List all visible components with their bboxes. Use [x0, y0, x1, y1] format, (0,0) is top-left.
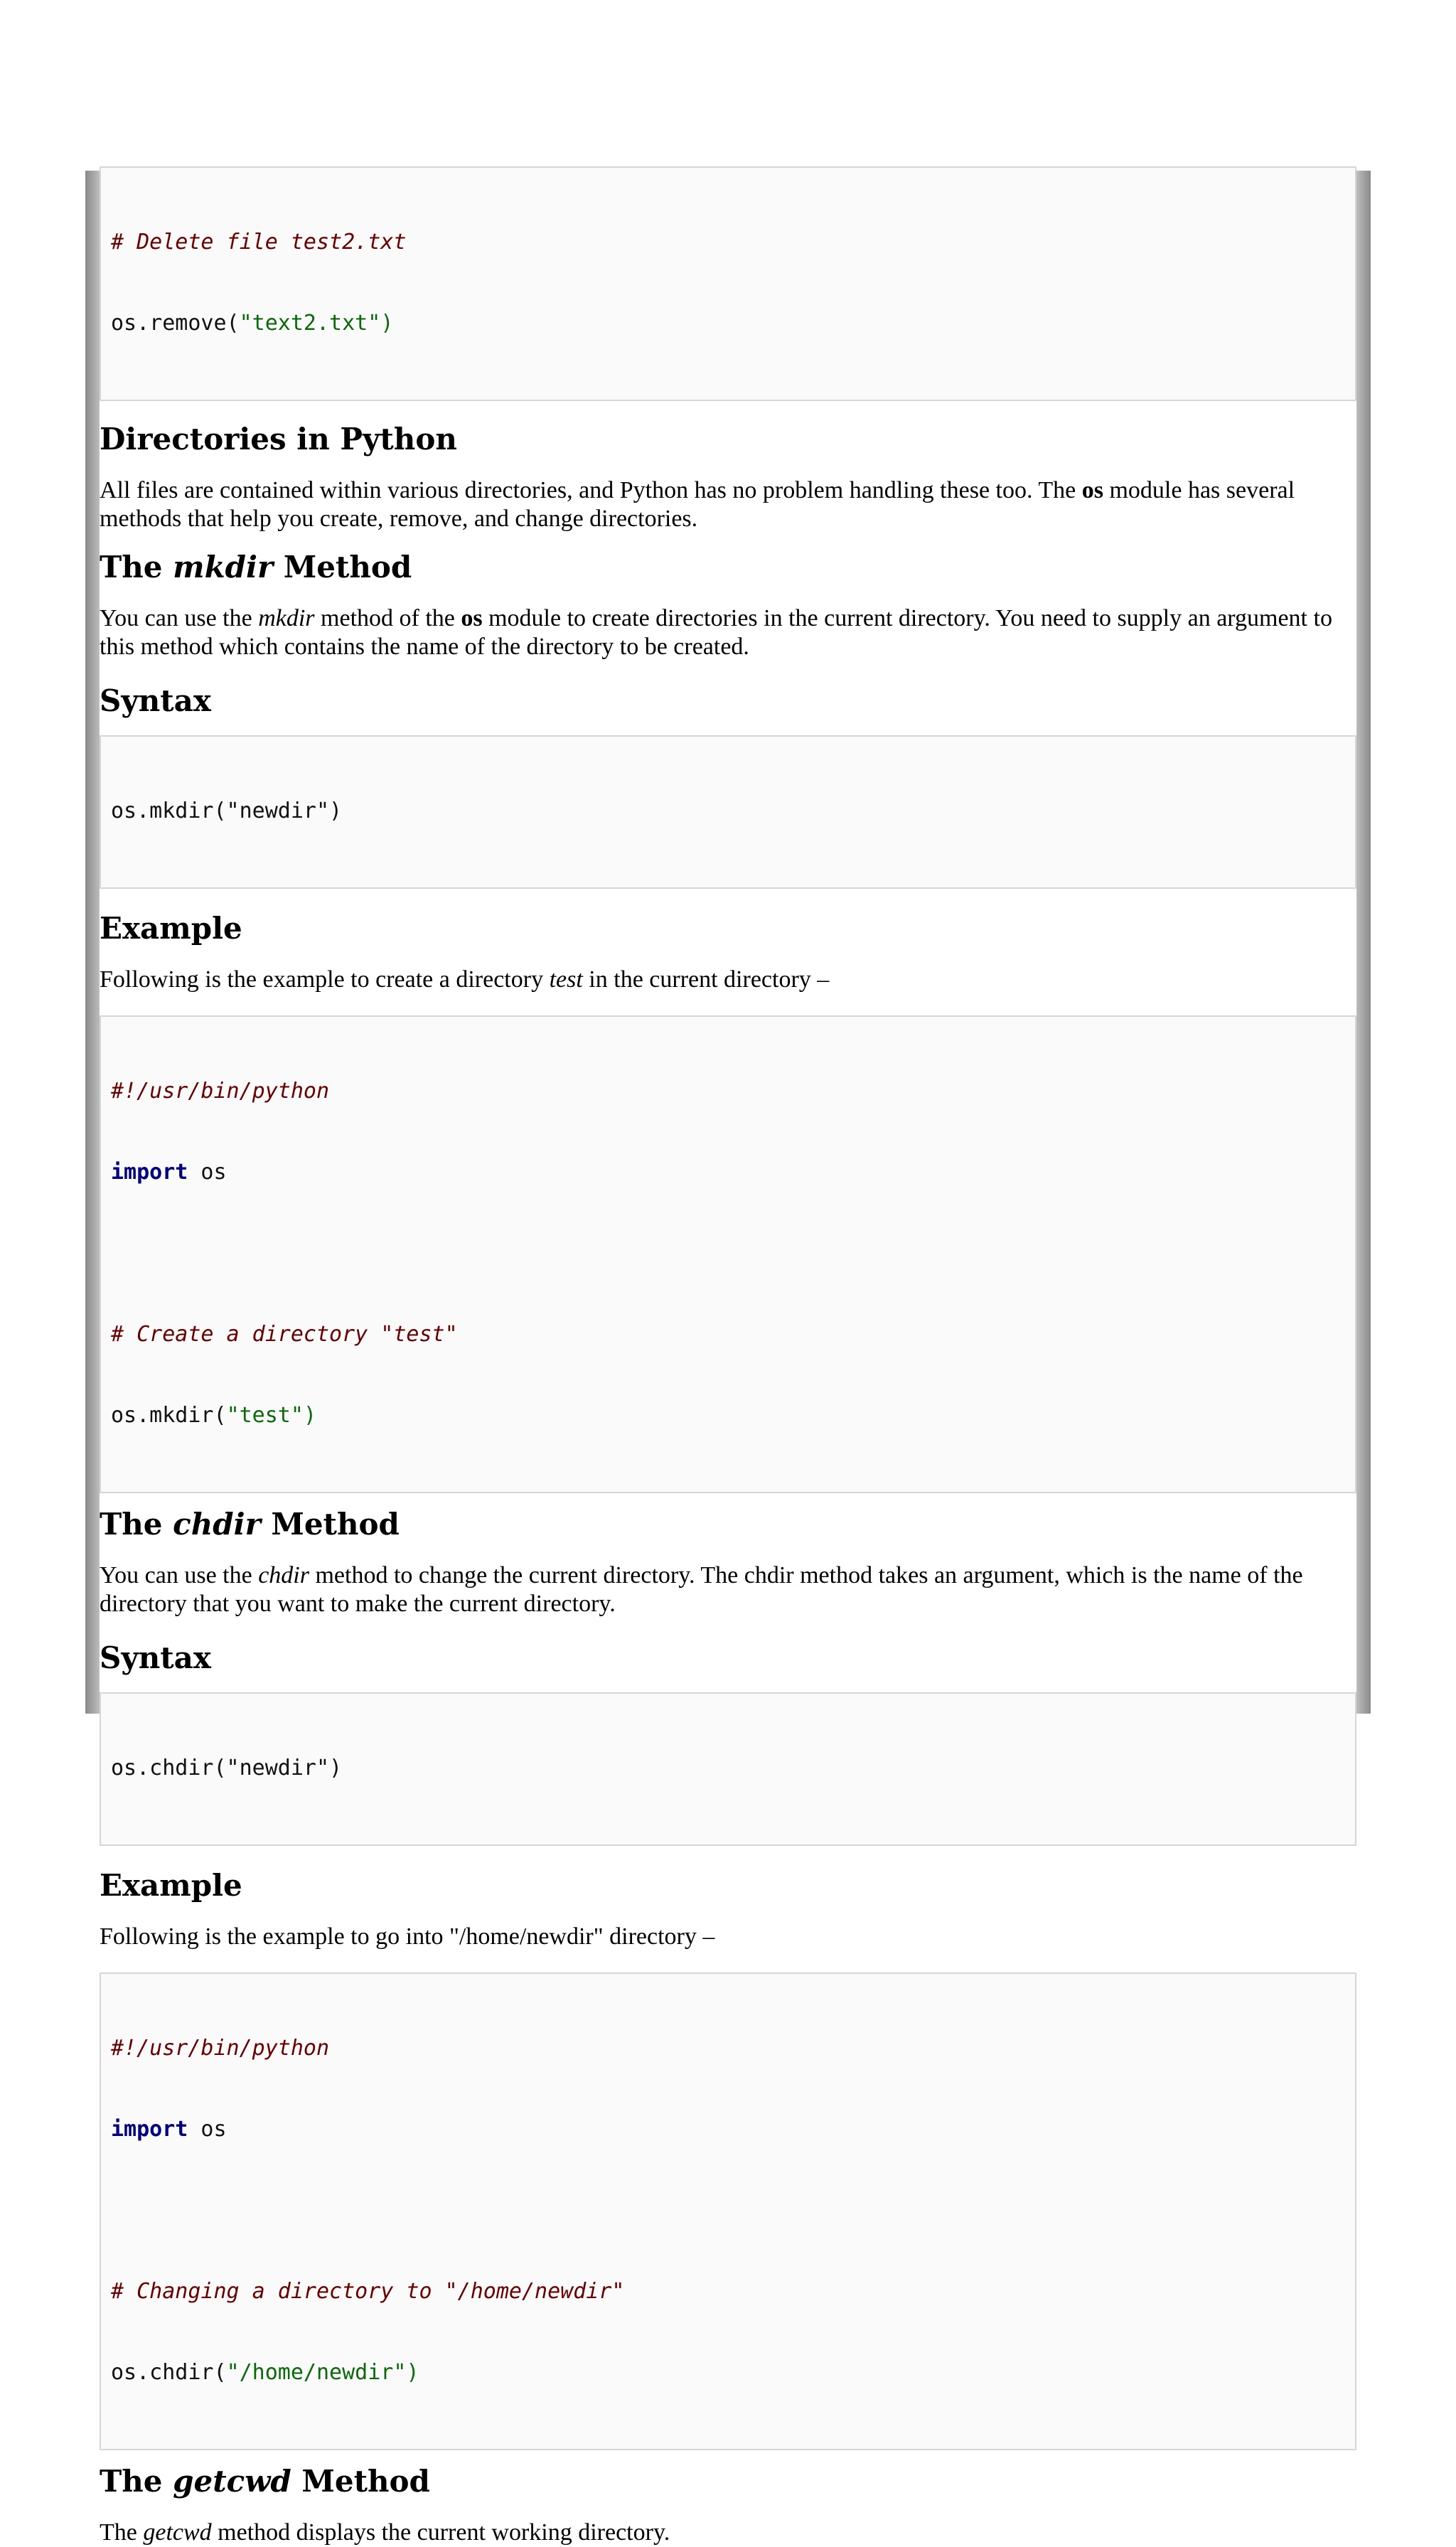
method-name: mkdir — [173, 550, 274, 584]
code-string: "test" — [226, 1403, 304, 1428]
code-string: "text2.txt" — [239, 311, 381, 336]
dir-name: test — [549, 966, 583, 993]
code-close: ) — [380, 311, 394, 336]
method-name: mkdir — [258, 605, 315, 631]
code-comment: # Create a directory "test" — [111, 1322, 458, 1347]
code-block-mkdir-example — [100, 1015, 1356, 1493]
paragraph-getcwd — [100, 2519, 1356, 2547]
paragraph-mkdir — [100, 604, 1356, 661]
os-bold: os — [461, 605, 483, 631]
text-span: Method — [291, 2464, 430, 2499]
heading-example-mkdir: Example — [100, 911, 242, 946]
text-span: Method — [273, 550, 412, 584]
text-span: The — [100, 2464, 173, 2499]
text-span: in the current directory – — [582, 966, 830, 993]
code-line: os.chdir("newdir") — [111, 1756, 343, 1780]
code-close: ) — [303, 1403, 316, 1428]
code-call: os.mkdir( — [111, 1403, 227, 1428]
text-span: The — [100, 2519, 144, 2546]
text-span: The — [100, 1507, 173, 1542]
method-name: getcwd — [143, 2519, 212, 2546]
os-bold: os — [1081, 477, 1103, 503]
code-keyword: import — [111, 2117, 188, 2142]
method-name: getcwd — [173, 2464, 291, 2499]
text-span: Method — [260, 1507, 400, 1542]
paragraph-example-chdir: Following is the example to go into "/home/newdir" directory – — [100, 1923, 715, 1950]
code-block-mkdir-syntax — [100, 735, 1356, 889]
method-name: chdir — [258, 1562, 309, 1588]
code-keyword: import — [111, 1160, 188, 1185]
code-module: os — [188, 1160, 227, 1185]
code-string: "/home/newdir" — [226, 2360, 407, 2385]
code-close: ) — [406, 2360, 419, 2385]
text-span: method to change the current directory. The chdir method takes an argument, which is the name of the directory that you want to make the current directory. — [100, 1562, 1303, 1617]
heading-directories: Directories in Python — [100, 422, 457, 456]
text-span: All files are contained within various directories, and Python has no problem handling these too. The — [100, 477, 1082, 503]
heading-mkdir-method — [100, 549, 1356, 586]
heading-syntax-mkdir: Syntax — [100, 683, 211, 718]
text-span: module has several methods that help you create, remove, and change directories. — [100, 477, 1295, 532]
heading-example-chdir: Example — [100, 1868, 242, 1903]
code-line: os.mkdir("newdir") — [111, 799, 343, 823]
document-content — [100, 171, 1356, 2547]
paragraph-example-mkdir — [100, 966, 1356, 994]
heading-chdir-method — [100, 1506, 1356, 1543]
heading-syntax-chdir: Syntax — [100, 1640, 211, 1675]
heading-getcwd-method — [100, 2463, 1356, 2500]
text-span: The — [100, 550, 173, 584]
text-span: You can use the — [100, 605, 259, 631]
code-comment: # Delete file test2.txt — [111, 230, 407, 255]
code-block-chdir-syntax — [100, 1692, 1356, 1846]
text-span: module to create directories in the current directory. You need to supply an argument to this method which contains the name of the directory to be created. — [100, 605, 1332, 660]
code-comment: # Changing a directory to "/home/newdir" — [111, 2279, 625, 2304]
text-span: You can use the — [100, 1562, 259, 1588]
text-span: method of the — [314, 605, 461, 631]
paragraph-directories — [100, 476, 1356, 533]
code-block-chdir-example — [100, 1972, 1356, 2450]
text-span: Following is the example to create a directory — [100, 966, 550, 993]
code-call: os.chdir( — [111, 2360, 227, 2385]
page-left-border — [85, 171, 100, 1714]
code-block-remove — [100, 166, 1356, 401]
code-shebang: #!/usr/bin/python — [111, 2036, 330, 2061]
code-shebang: #!/usr/bin/python — [111, 1079, 330, 1104]
text-span: method displays the current working directory. — [211, 2519, 670, 2546]
paragraph-chdir — [100, 1561, 1356, 1618]
code-call: os.remove( — [111, 311, 240, 336]
code-module: os — [188, 2117, 227, 2142]
method-name: chdir — [173, 1507, 261, 1542]
page-right-border — [1356, 171, 1371, 1714]
